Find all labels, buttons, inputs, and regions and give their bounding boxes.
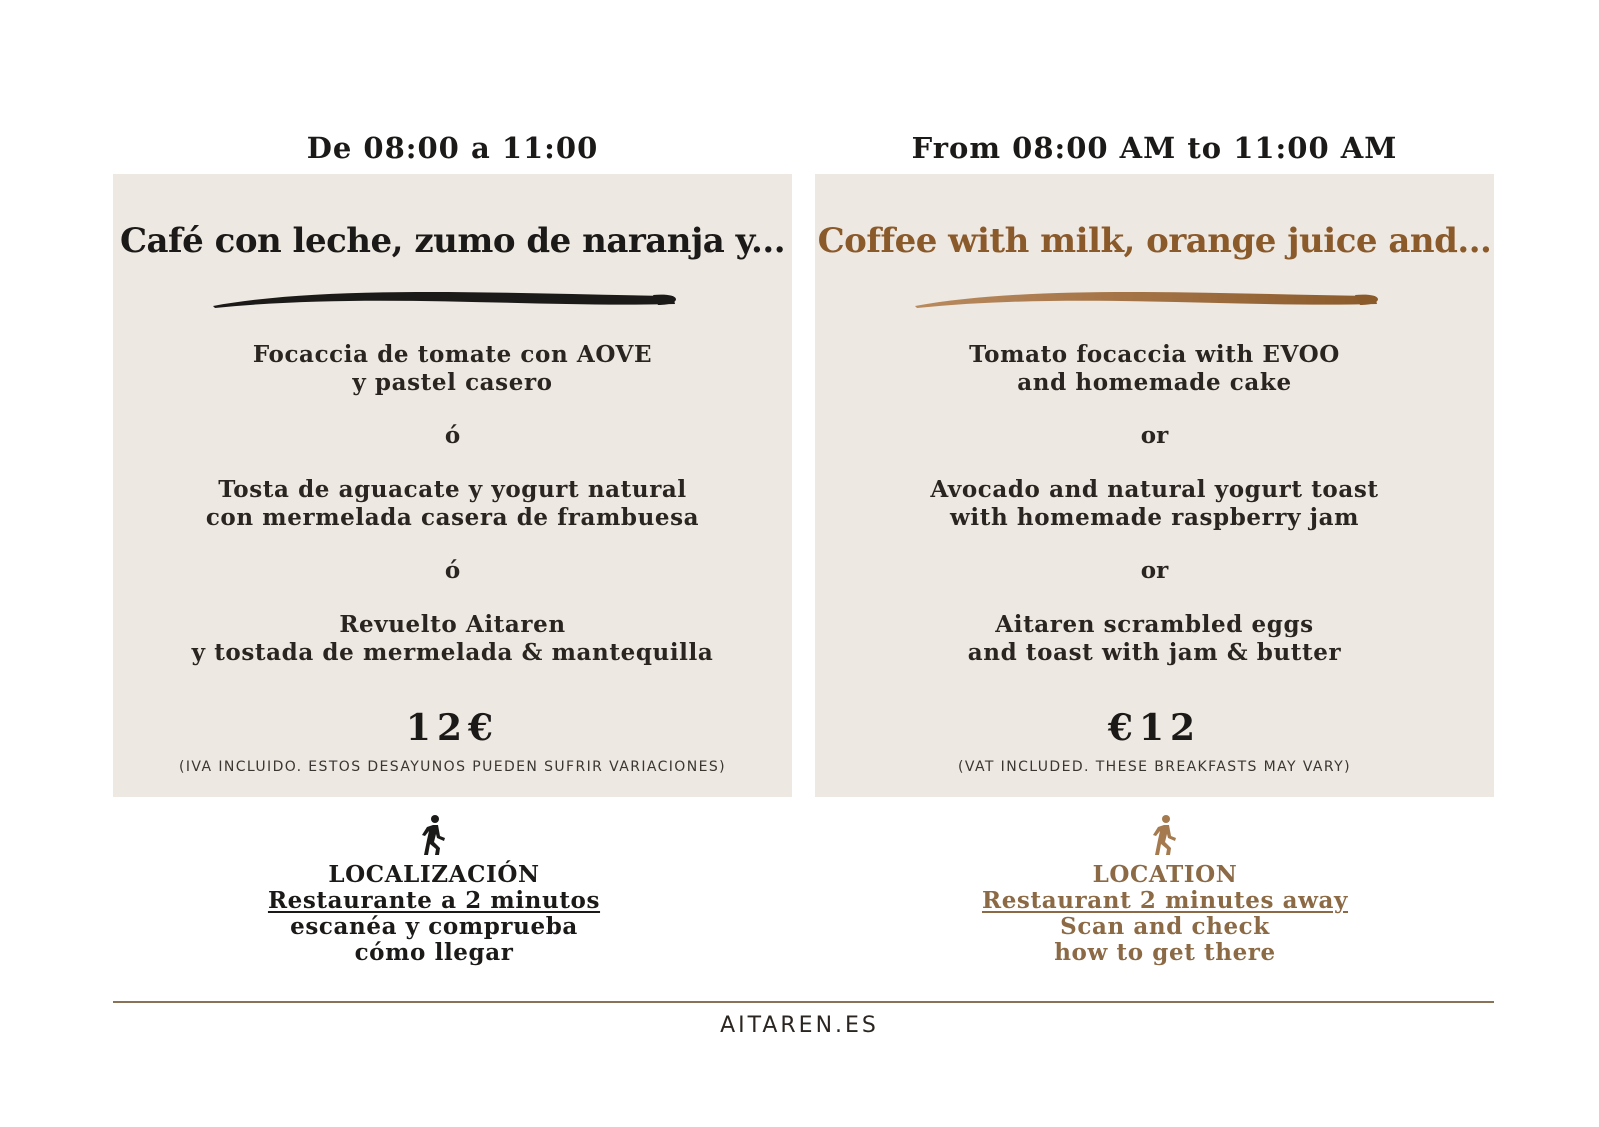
separator-en: or <box>1140 422 1169 449</box>
swoosh-divider-es <box>113 286 792 326</box>
footer-divider <box>113 1001 1494 1003</box>
menu-panel-es <box>113 174 792 797</box>
location-line-es: escanéa y comprueba <box>290 913 578 940</box>
menu-item-line: y pastel casero <box>352 369 553 396</box>
website-link[interactable]: AITAREN.ES <box>720 1013 879 1038</box>
location-title-es: LOCALIZACIÓN <box>328 861 540 888</box>
headline-en: Coffee with milk, orange juice and... <box>817 221 1492 261</box>
location-link-en[interactable]: Restaurant 2 minutes away <box>981 887 1349 914</box>
menu-item-line: Avocado and natural yogurt toast <box>930 476 1379 503</box>
location-title-en: LOCATION <box>1092 861 1238 888</box>
menu-item-1-es <box>113 341 792 397</box>
menu-item-2-es <box>113 476 792 532</box>
tax-note-en: (VAT INCLUDED. THESE BREAKFASTS MAY VARY) <box>958 759 1351 775</box>
menu-item-line: and toast with jam & butter <box>967 639 1342 666</box>
menu-item-line: Aitaren scrambled eggs <box>995 611 1314 638</box>
menu-item-line: y tostada de mermelada & mantequilla <box>191 639 714 666</box>
separator-es: ó <box>444 557 461 584</box>
location-line-en: Scan and check <box>1060 913 1270 940</box>
tax-note-es: (IVA INCLUIDO. ESTOS DESAYUNOS PUEDEN SUFRIR VARIACIONES) <box>179 759 726 775</box>
price-en: €12 <box>1107 707 1202 749</box>
menu-item-3-es <box>113 611 792 667</box>
swoosh-divider-en <box>815 286 1494 326</box>
hours-es: De 08:00 a 11:00 <box>306 131 599 165</box>
menu-item-line: Focaccia de tomate con AOVE <box>252 341 653 368</box>
location-line-en: how to get there <box>1054 939 1276 966</box>
menu-item-line: con mermelada casera de frambuesa <box>205 504 700 531</box>
menu-item-2-en <box>815 476 1494 532</box>
separator-en: or <box>1140 557 1169 584</box>
price-es: 12€ <box>405 707 500 749</box>
headline-es: Café con leche, zumo de naranja y... <box>119 221 786 261</box>
hours-en: From 08:00 AM to 11:00 AM <box>911 131 1398 165</box>
location-block-en <box>965 814 1365 966</box>
location-line-es: cómo llegar <box>354 939 514 966</box>
menu-item-line: Tomato focaccia with EVOO <box>969 341 1340 368</box>
walking-person-icon <box>419 814 449 856</box>
location-block-es <box>234 814 634 966</box>
menu-item-line: Revuelto Aitaren <box>339 611 566 638</box>
menu-panel-en <box>815 174 1494 797</box>
separator-es: ó <box>444 422 461 449</box>
menu-item-1-en <box>815 341 1494 397</box>
location-link-es[interactable]: Restaurante a 2 minutos <box>267 887 601 914</box>
walking-person-icon <box>1150 814 1180 856</box>
menu-item-line: Tosta de aguacate y yogurt natural <box>218 476 687 503</box>
menu-item-3-en <box>815 611 1494 667</box>
menu-item-line: with homemade raspberry jam <box>949 504 1360 531</box>
menu-item-line: and homemade cake <box>1017 369 1292 396</box>
